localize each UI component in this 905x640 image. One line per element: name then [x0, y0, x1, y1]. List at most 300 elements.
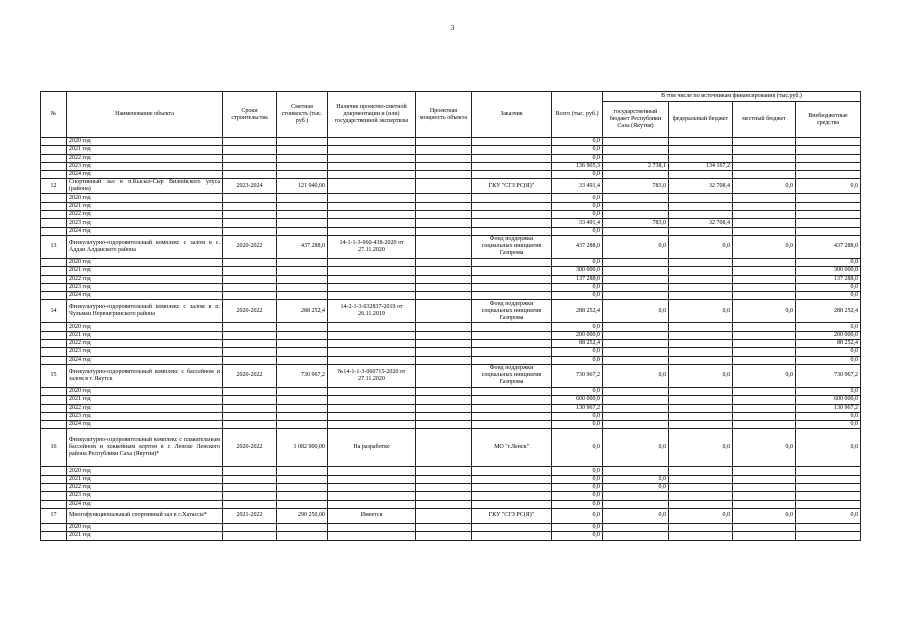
- col-header-capacity: Проектная мощность объекта: [416, 92, 472, 138]
- republic-cell: [603, 146, 669, 154]
- extra-cell: [796, 227, 861, 235]
- federal-cell: [669, 523, 733, 531]
- federal-cell: 0,0: [669, 364, 733, 387]
- cost-cell: [277, 171, 328, 179]
- customer-cell: МО "г.Ленск": [472, 429, 552, 467]
- customer-cell: [472, 275, 552, 283]
- extra-cell: [796, 146, 861, 154]
- extra-cell: [796, 475, 861, 483]
- total-cell: 0,0: [552, 202, 603, 210]
- period-cell: [223, 492, 277, 500]
- customer-cell: [472, 467, 552, 475]
- republic-cell: [603, 154, 669, 162]
- no-cell: [41, 331, 67, 339]
- no-cell: [41, 227, 67, 235]
- cost-cell: [277, 275, 328, 283]
- republic-cell: [603, 323, 669, 331]
- page-number: 3: [450, 24, 455, 32]
- total-cell: 33 491,4: [552, 179, 603, 194]
- capacity-cell: [416, 364, 472, 387]
- extra-cell: 0,0: [796, 258, 861, 266]
- period-cell: [223, 227, 277, 235]
- object-name: Физкультурно-оздоровительный комплекс с залом в с. Аддан Алданского района: [67, 235, 223, 258]
- local-cell: [733, 146, 796, 154]
- year-label: 2023 год: [67, 412, 223, 420]
- extra-cell: 130 967,2: [796, 404, 861, 412]
- customer-cell: [472, 340, 552, 348]
- capacity-cell: [416, 532, 472, 540]
- col-header-period: Сроки строительства: [223, 92, 277, 138]
- extra-cell: [796, 523, 861, 531]
- cost-cell: [277, 532, 328, 540]
- total-cell: 0,0: [552, 283, 603, 291]
- no-cell: [41, 532, 67, 540]
- federal-cell: [669, 202, 733, 210]
- year-label: 2021 год: [67, 532, 223, 540]
- docs-cell: [328, 387, 416, 395]
- local-cell: [733, 484, 796, 492]
- local-cell: [733, 340, 796, 348]
- extra-cell: 200 000,0: [796, 331, 861, 339]
- year-label: 2021 год: [67, 202, 223, 210]
- year-row: [41, 227, 861, 235]
- no-cell: [41, 387, 67, 395]
- total-cell: 0,0: [552, 323, 603, 331]
- cost-cell: [277, 211, 328, 219]
- period-cell: [223, 356, 277, 364]
- local-cell: [733, 138, 796, 146]
- no-cell: [41, 258, 67, 266]
- year-row: [41, 323, 861, 331]
- period-cell: [223, 219, 277, 227]
- capacity-cell: [416, 508, 472, 523]
- year-row: [41, 138, 861, 146]
- no-cell: [41, 267, 67, 275]
- customer-cell: [472, 292, 552, 300]
- docs-cell: [328, 194, 416, 202]
- period-cell: [223, 404, 277, 412]
- extra-cell: 0,0: [796, 323, 861, 331]
- docs-cell: [328, 275, 416, 283]
- docs-cell: Имеется: [328, 508, 416, 523]
- cost-cell: [277, 492, 328, 500]
- republic-cell: [603, 138, 669, 146]
- extra-cell: [796, 219, 861, 227]
- total-cell: 0,0: [552, 258, 603, 266]
- republic-cell: [603, 292, 669, 300]
- total-cell: 33 491,4: [552, 219, 603, 227]
- federal-cell: [669, 340, 733, 348]
- republic-cell: [603, 267, 669, 275]
- republic-cell: [603, 356, 669, 364]
- docs-cell: [328, 500, 416, 508]
- federal-cell: 0,0: [669, 300, 733, 323]
- docs-cell: [328, 219, 416, 227]
- year-label: 2022 год: [67, 275, 223, 283]
- cost-cell: [277, 348, 328, 356]
- capacity-cell: [416, 523, 472, 531]
- docs-cell: [328, 412, 416, 420]
- extra-cell: [796, 467, 861, 475]
- object-name: Физкультурно-оздоровительный комплекс с залом в п. Чульман Нерюнгринского района: [67, 300, 223, 323]
- cost-cell: [277, 138, 328, 146]
- republic-cell: 0,0: [603, 475, 669, 483]
- capacity-cell: [416, 484, 472, 492]
- docs-cell: [328, 258, 416, 266]
- federal-cell: [669, 412, 733, 420]
- local-cell: 0,0: [733, 364, 796, 387]
- extra-cell: 0,0: [796, 429, 861, 467]
- federal-cell: [669, 194, 733, 202]
- republic-cell: [603, 331, 669, 339]
- local-cell: [733, 356, 796, 364]
- federal-cell: 0,0: [669, 235, 733, 258]
- extra-cell: 0,0: [796, 283, 861, 291]
- total-cell: 300 000,0: [552, 267, 603, 275]
- period-cell: [223, 532, 277, 540]
- federal-cell: [669, 283, 733, 291]
- customer-cell: [472, 211, 552, 219]
- year-row: [41, 283, 861, 291]
- customer-cell: [472, 396, 552, 404]
- year-row: [41, 219, 861, 227]
- extra-cell: [796, 492, 861, 500]
- object-name: Физкультурно-оздоровительный комплекс с плавательным бассейном и хоккейным кортом в г. Ленске Ленского района Республики Саха (Якутия)*: [67, 429, 223, 467]
- period-cell: [223, 412, 277, 420]
- cost-cell: [277, 227, 328, 235]
- republic-cell: [603, 404, 669, 412]
- federal-cell: [669, 171, 733, 179]
- cost-cell: [277, 421, 328, 429]
- cost-cell: [277, 146, 328, 154]
- capacity-cell: [416, 348, 472, 356]
- capacity-cell: [416, 412, 472, 420]
- local-cell: [733, 532, 796, 540]
- cost-cell: 121 040,00: [277, 179, 328, 194]
- year-label: 2020 год: [67, 323, 223, 331]
- period-cell: [223, 500, 277, 508]
- federal-cell: [669, 292, 733, 300]
- no-cell: [41, 292, 67, 300]
- year-row: [41, 484, 861, 492]
- total-cell: 0,0: [552, 523, 603, 531]
- object-row: [41, 364, 861, 387]
- extra-cell: 300 000,0: [796, 267, 861, 275]
- local-cell: 0,0: [733, 300, 796, 323]
- year-row: [41, 331, 861, 339]
- capacity-cell: [416, 194, 472, 202]
- col-header-federal: федеральный бюджет: [669, 102, 733, 138]
- no-cell: [41, 138, 67, 146]
- local-cell: [733, 396, 796, 404]
- object-number: 15: [41, 364, 67, 387]
- republic-cell: 0,0: [603, 484, 669, 492]
- capacity-cell: [416, 492, 472, 500]
- capacity-cell: [416, 331, 472, 339]
- republic-cell: [603, 412, 669, 420]
- year-label: 2023 год: [67, 348, 223, 356]
- republic-cell: [603, 421, 669, 429]
- customer-cell: [472, 194, 552, 202]
- total-cell: 0,0: [552, 500, 603, 508]
- year-row: [41, 258, 861, 266]
- local-cell: 0,0: [733, 429, 796, 467]
- cost-cell: [277, 323, 328, 331]
- period-cell: 2023-2024: [223, 179, 277, 194]
- cost-cell: [277, 202, 328, 210]
- republic-cell: [603, 211, 669, 219]
- cost-cell: [277, 387, 328, 395]
- no-cell: [41, 500, 67, 508]
- federal-cell: [669, 258, 733, 266]
- republic-cell: 783,0: [603, 219, 669, 227]
- total-cell: 0,0: [552, 356, 603, 364]
- capacity-cell: [416, 356, 472, 364]
- cost-cell: [277, 500, 328, 508]
- year-label: 2020 год: [67, 138, 223, 146]
- total-cell: 0,0: [552, 146, 603, 154]
- object-name: Спортивный зал в п.Кысыл-Сыр Вилюйского улуса (района): [67, 179, 223, 194]
- customer-cell: [472, 227, 552, 235]
- local-cell: [733, 258, 796, 266]
- no-cell: [41, 146, 67, 154]
- local-cell: [733, 412, 796, 420]
- year-label: 2024 год: [67, 356, 223, 364]
- total-cell: 0,0: [552, 138, 603, 146]
- col-header-republic: государственный бюджет Республики Саха (Якутия): [603, 102, 669, 138]
- federal-cell: [669, 484, 733, 492]
- no-cell: [41, 194, 67, 202]
- period-cell: [223, 138, 277, 146]
- republic-cell: 2 738,1: [603, 162, 669, 170]
- docs-cell: На разработке: [328, 429, 416, 467]
- docs-cell: [328, 340, 416, 348]
- local-cell: [733, 162, 796, 170]
- customer-cell: [472, 404, 552, 412]
- extra-cell: [796, 202, 861, 210]
- customer-cell: Фонд поддержки социальных инициатив Газпрома: [472, 300, 552, 323]
- total-cell: 200 000,0: [552, 331, 603, 339]
- federal-cell: 32 708,4: [669, 179, 733, 194]
- federal-cell: [669, 532, 733, 540]
- republic-cell: 0,0: [603, 508, 669, 523]
- no-cell: [41, 202, 67, 210]
- local-cell: [733, 267, 796, 275]
- no-cell: [41, 412, 67, 420]
- no-cell: [41, 171, 67, 179]
- year-label: 2022 год: [67, 154, 223, 162]
- no-cell: [41, 492, 67, 500]
- no-cell: [41, 211, 67, 219]
- docs-cell: [328, 292, 416, 300]
- cost-cell: 437 288,0: [277, 235, 328, 258]
- republic-cell: [603, 227, 669, 235]
- period-cell: [223, 275, 277, 283]
- year-row: [41, 387, 861, 395]
- cost-cell: [277, 331, 328, 339]
- cost-cell: [277, 356, 328, 364]
- local-cell: [733, 387, 796, 395]
- capacity-cell: [416, 219, 472, 227]
- customer-cell: [472, 348, 552, 356]
- year-label: 2024 год: [67, 500, 223, 508]
- local-cell: [733, 421, 796, 429]
- year-label: 2021 год: [67, 146, 223, 154]
- no-cell: [41, 162, 67, 170]
- local-cell: [733, 492, 796, 500]
- capacity-cell: [416, 202, 472, 210]
- year-label: 2021 год: [67, 396, 223, 404]
- local-cell: [733, 211, 796, 219]
- capacity-cell: [416, 396, 472, 404]
- extra-cell: [796, 194, 861, 202]
- total-cell: 0,0: [552, 484, 603, 492]
- republic-cell: [603, 467, 669, 475]
- year-label: 2024 год: [67, 227, 223, 235]
- extra-cell: [796, 484, 861, 492]
- col-header-name: Наименование объекта: [67, 92, 223, 138]
- republic-cell: [603, 171, 669, 179]
- cost-cell: [277, 412, 328, 420]
- republic-cell: [603, 258, 669, 266]
- docs-cell: [328, 179, 416, 194]
- local-cell: [733, 404, 796, 412]
- extra-cell: 0,0: [796, 412, 861, 420]
- no-cell: [41, 275, 67, 283]
- total-cell: 0,0: [552, 467, 603, 475]
- republic-cell: [603, 340, 669, 348]
- customer-cell: [472, 146, 552, 154]
- extra-cell: 0,0: [796, 508, 861, 523]
- year-row: [41, 356, 861, 364]
- capacity-cell: [416, 267, 472, 275]
- period-cell: [223, 387, 277, 395]
- col-header-sources-group: В том числе по источникам финансирования (тыс.руб.): [603, 92, 861, 102]
- total-cell: 0,0: [552, 227, 603, 235]
- republic-cell: [603, 523, 669, 531]
- customer-cell: [472, 523, 552, 531]
- object-row: [41, 235, 861, 258]
- capacity-cell: [416, 162, 472, 170]
- year-label: 2024 год: [67, 171, 223, 179]
- year-label: 2021 год: [67, 475, 223, 483]
- year-label: 2023 год: [67, 492, 223, 500]
- year-label: 2020 год: [67, 258, 223, 266]
- total-cell: 0,0: [552, 508, 603, 523]
- total-cell: 0,0: [552, 211, 603, 219]
- year-row: [41, 154, 861, 162]
- federal-cell: [669, 154, 733, 162]
- local-cell: [733, 467, 796, 475]
- year-row: [41, 467, 861, 475]
- customer-cell: [472, 387, 552, 395]
- object-number: 12: [41, 179, 67, 194]
- capacity-cell: [416, 154, 472, 162]
- federal-cell: [669, 267, 733, 275]
- year-row: [41, 396, 861, 404]
- customer-cell: [472, 283, 552, 291]
- total-cell: 437 288,0: [552, 235, 603, 258]
- extra-cell: 288 252,4: [796, 300, 861, 323]
- federal-cell: [669, 348, 733, 356]
- local-cell: [733, 283, 796, 291]
- local-cell: [733, 475, 796, 483]
- year-label: 2022 год: [67, 484, 223, 492]
- col-header-no: №: [41, 92, 67, 138]
- object-number: 14: [41, 300, 67, 323]
- docs-cell: [328, 267, 416, 275]
- total-cell: 0,0: [552, 492, 603, 500]
- cost-cell: [277, 404, 328, 412]
- local-cell: [733, 171, 796, 179]
- col-header-cost: Сметная стоимость (тыс. руб.): [277, 92, 328, 138]
- year-label: 2021 год: [67, 267, 223, 275]
- local-cell: [733, 523, 796, 531]
- federal-cell: [669, 356, 733, 364]
- capacity-cell: [416, 275, 472, 283]
- capacity-cell: [416, 283, 472, 291]
- period-cell: [223, 396, 277, 404]
- customer-cell: [472, 138, 552, 146]
- federal-cell: [669, 323, 733, 331]
- cost-cell: [277, 396, 328, 404]
- period-cell: [223, 154, 277, 162]
- period-cell: [223, 194, 277, 202]
- total-cell: 0,0: [552, 387, 603, 395]
- capacity-cell: [416, 475, 472, 483]
- federal-cell: [669, 146, 733, 154]
- customer-cell: [472, 258, 552, 266]
- period-cell: [223, 523, 277, 531]
- federal-cell: [669, 492, 733, 500]
- period-cell: 2020-2022: [223, 235, 277, 258]
- customer-cell: [472, 171, 552, 179]
- year-label: 2022 год: [67, 404, 223, 412]
- total-cell: 130 967,2: [552, 404, 603, 412]
- customer-cell: [472, 484, 552, 492]
- total-cell: 0,0: [552, 348, 603, 356]
- year-row: [41, 162, 861, 170]
- no-cell: [41, 421, 67, 429]
- republic-cell: 0,0: [603, 364, 669, 387]
- cost-cell: [277, 292, 328, 300]
- federal-cell: [669, 387, 733, 395]
- customer-cell: Фонд поддержки социальных инициатив Газпрома: [472, 235, 552, 258]
- extra-cell: 0,0: [796, 356, 861, 364]
- no-cell: [41, 323, 67, 331]
- object-row: [41, 179, 861, 194]
- docs-cell: [328, 162, 416, 170]
- cost-cell: [277, 258, 328, 266]
- customer-cell: [472, 532, 552, 540]
- cost-cell: [277, 162, 328, 170]
- no-cell: [41, 467, 67, 475]
- capacity-cell: [416, 500, 472, 508]
- col-header-total: Всего (тыс. руб.): [552, 92, 603, 138]
- cost-cell: [277, 475, 328, 483]
- local-cell: [733, 292, 796, 300]
- total-cell: 137 288,0: [552, 275, 603, 283]
- object-number: 17: [41, 508, 67, 523]
- docs-cell: [328, 348, 416, 356]
- local-cell: [733, 323, 796, 331]
- docs-cell: [328, 475, 416, 483]
- object-name: Физкультурно-оздоровительный комплекс с бассейном и залом в г. Якутск: [67, 364, 223, 387]
- extra-cell: 88 252,4: [796, 340, 861, 348]
- cost-cell: [277, 267, 328, 275]
- total-cell: 0,0: [552, 421, 603, 429]
- extra-cell: 0,0: [796, 348, 861, 356]
